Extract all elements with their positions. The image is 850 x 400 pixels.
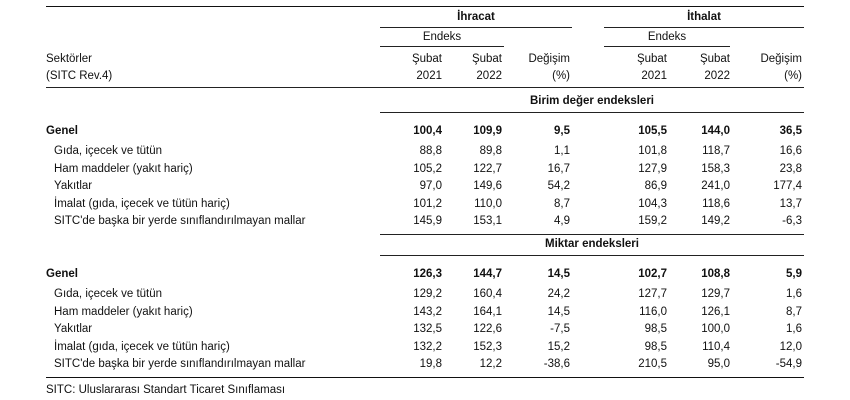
table-cell: 108,8 xyxy=(701,268,730,280)
table-cell: 149,2 xyxy=(701,215,730,227)
table-bottom-rule xyxy=(46,377,804,378)
table-cell: 89,8 xyxy=(479,145,502,158)
table-cell: 12,0 xyxy=(779,340,802,353)
import-index-header: Endeks xyxy=(647,31,687,43)
import-index-rule xyxy=(604,46,730,47)
table-cell: 14,5 xyxy=(547,268,570,280)
export-feb-2022-year: 2022 xyxy=(476,70,502,82)
table-cell: 1,6 xyxy=(786,288,802,301)
table-cell: 109,9 xyxy=(473,125,502,137)
import-feb-2022-header: Şubat xyxy=(699,53,730,65)
table-cell: 144,7 xyxy=(473,268,502,280)
table-cell: 100,4 xyxy=(413,125,442,137)
section-title-unit-value: Birim değer endeksleri xyxy=(530,95,654,107)
table-cell: 16,7 xyxy=(547,162,570,175)
sitc-rev-header: (SITC Rev.4) xyxy=(46,70,113,82)
table-cell: 143,2 xyxy=(413,305,442,318)
table-cell: 88,8 xyxy=(419,145,442,158)
table-cell: -6,3 xyxy=(782,215,802,227)
table-cell: 95,0 xyxy=(707,358,730,370)
export-index-rule xyxy=(380,46,504,47)
table-cell: 132,2 xyxy=(413,340,442,353)
table-cell: 4,9 xyxy=(554,215,570,227)
table-cell: 145,9 xyxy=(413,215,442,227)
import-group-header: İthalat xyxy=(687,11,721,23)
import-group-rule xyxy=(604,27,804,28)
row-label: SITC'de başka bir yerde sınıflandırılmayan mallar xyxy=(54,215,306,227)
table-cell: 23,8 xyxy=(779,162,802,175)
export-index-header: Endeks xyxy=(422,31,462,43)
export-feb-2021-header: Şubat xyxy=(411,53,442,65)
export-group-header: İhracat xyxy=(457,11,495,23)
table-cell: 144,0 xyxy=(701,125,730,137)
table-cell: 129,2 xyxy=(413,288,442,301)
table-cell: -54,9 xyxy=(775,358,802,370)
table-cell: 110,4 xyxy=(702,340,730,353)
row-label: Ham maddeler (yakıt hariç) xyxy=(54,305,193,318)
import-feb-2021-year: 2021 xyxy=(641,70,667,82)
table-cell: 122,6 xyxy=(473,323,502,336)
sector-header: Sektörler xyxy=(46,53,93,65)
export-change-unit: (%) xyxy=(552,70,570,82)
table-cell: 86,9 xyxy=(644,180,667,193)
export-feb-2022-header: Şubat xyxy=(471,53,502,65)
table-cell: 8,7 xyxy=(554,197,570,210)
header-bottom-rule xyxy=(46,87,804,88)
table-cell: 100,0 xyxy=(701,323,730,336)
table-cell: 164,1 xyxy=(473,305,502,318)
table-cell: 19,8 xyxy=(419,358,442,370)
table-cell: 16,6 xyxy=(779,145,802,158)
table-cell: 24,2 xyxy=(547,288,570,301)
table-cell: 101,2 xyxy=(413,197,442,210)
table-cell: 152,3 xyxy=(473,340,502,353)
table-cell: 15,2 xyxy=(547,340,570,353)
import-change-header: Değişim xyxy=(760,53,802,65)
table-cell: 122,7 xyxy=(473,162,502,175)
section-rule-unit-value xyxy=(380,112,804,113)
table-cell: 5,9 xyxy=(786,268,802,280)
table-cell: 102,7 xyxy=(638,268,667,280)
table-cell: 118,7 xyxy=(702,145,730,158)
table-cell: 129,7 xyxy=(701,288,730,301)
row-label: Gıda, içecek ve tütün xyxy=(54,288,163,301)
table-cell: 160,4 xyxy=(473,288,502,301)
export-change-header: Değişim xyxy=(528,53,570,65)
table-cell: -38,6 xyxy=(543,358,570,370)
section-rule-quantity xyxy=(380,255,804,256)
table-cell: 98,5 xyxy=(644,340,667,353)
table-cell: 105,2 xyxy=(413,162,442,175)
table-cell: 132,5 xyxy=(413,323,442,336)
import-change-unit: (%) xyxy=(784,70,802,82)
table-cell: 126,3 xyxy=(413,268,442,280)
table-cell: 116,0 xyxy=(639,305,667,318)
row-label: Gıda, içecek ve tütün xyxy=(54,145,163,158)
section-top-rule-quantity xyxy=(380,234,804,235)
row-label: Yakıtlar xyxy=(54,323,93,336)
table-cell: 127,7 xyxy=(638,288,667,301)
footnote: SITC: Uluslararası Standart Ticaret Sınıflaması xyxy=(46,384,286,396)
table-cell: 153,1 xyxy=(473,215,502,227)
row-label: Yakıtlar xyxy=(54,180,93,193)
export-group-rule xyxy=(380,27,572,28)
table-cell: 101,8 xyxy=(638,145,667,158)
table-cell: 118,6 xyxy=(702,197,730,210)
export-feb-2021-year: 2021 xyxy=(416,70,442,82)
table-cell: 126,1 xyxy=(701,305,730,318)
table-cell: 149,6 xyxy=(473,180,502,193)
table-cell: 159,2 xyxy=(638,215,667,227)
table-cell: 158,3 xyxy=(701,162,730,175)
table-top-rule xyxy=(46,6,804,7)
table-cell: 36,5 xyxy=(779,125,802,137)
table-cell: 241,0 xyxy=(701,180,730,193)
table-cell: 14,5 xyxy=(547,305,570,318)
table-cell: 104,3 xyxy=(638,197,667,210)
table-cell: -7,5 xyxy=(550,323,570,336)
table-cell: 8,7 xyxy=(786,305,802,318)
row-label: Ham maddeler (yakıt hariç) xyxy=(54,162,193,175)
table-cell: 98,5 xyxy=(644,323,667,336)
table-cell: 127,9 xyxy=(638,162,667,175)
row-label: İmalat (gıda, içecek ve tütün hariç) xyxy=(54,340,230,353)
table-cell: 1,1 xyxy=(554,145,570,158)
row-label: SITC'de başka bir yerde sınıflandırılmayan mallar xyxy=(54,358,306,370)
import-feb-2022-year: 2022 xyxy=(704,70,730,82)
table-cell: 105,5 xyxy=(638,125,667,137)
table-cell: 12,2 xyxy=(479,358,502,370)
row-label: Genel xyxy=(46,268,78,280)
row-label: İmalat (gıda, içecek ve tütün hariç) xyxy=(54,197,230,210)
table-cell: 110,0 xyxy=(474,197,502,210)
table-cell: 177,4 xyxy=(773,180,802,193)
table-cell: 1,6 xyxy=(786,323,802,336)
table-cell: 97,0 xyxy=(419,180,442,193)
table-cell: 210,5 xyxy=(638,358,667,370)
import-feb-2021-header: Şubat xyxy=(636,53,667,65)
table-cell: 54,2 xyxy=(547,180,570,193)
row-label: Genel xyxy=(46,125,78,137)
section-title-quantity: Miktar endeksleri xyxy=(545,238,639,250)
table-cell: 13,7 xyxy=(779,197,802,210)
table-cell: 9,5 xyxy=(554,125,570,137)
